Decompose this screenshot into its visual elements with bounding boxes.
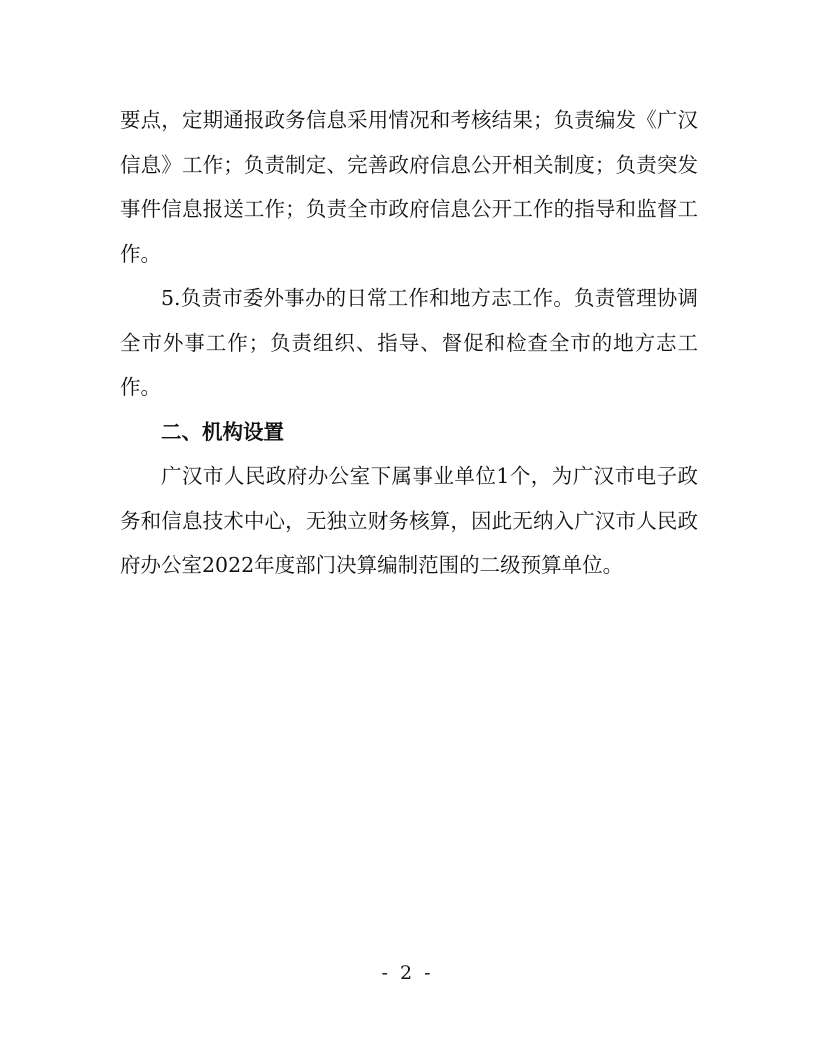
duty-item-5-paragraph: 5.负责市委外事办的日常工作和地方志工作。负责管理协调全市外事工作；负责组织、指导、督促和检查全市的地方志工作。 bbox=[120, 286, 698, 399]
continued-paragraph: 要点，定期通报政务信息采用情况和考核结果；负责编发《广汉信息》工作；负责制定、完善政府信息公开相关制度；负责突发事件信息报送工作；负责全市政府信息公开工作的指导和监督工作。 bbox=[120, 108, 698, 266]
organization-paragraph: 广汉市人民政府办公室下属事业单位1个，为广汉市电子政务和信息技术中心，无独立财务核算，因此无纳入广汉市人民政府办公室2022年度部门决算编制范围的二级预算单位。 bbox=[120, 464, 698, 577]
section-heading-organization: 二、机构设置 bbox=[161, 419, 284, 444]
document-body bbox=[120, 98, 698, 588]
page-number: - 2 - bbox=[381, 962, 434, 984]
